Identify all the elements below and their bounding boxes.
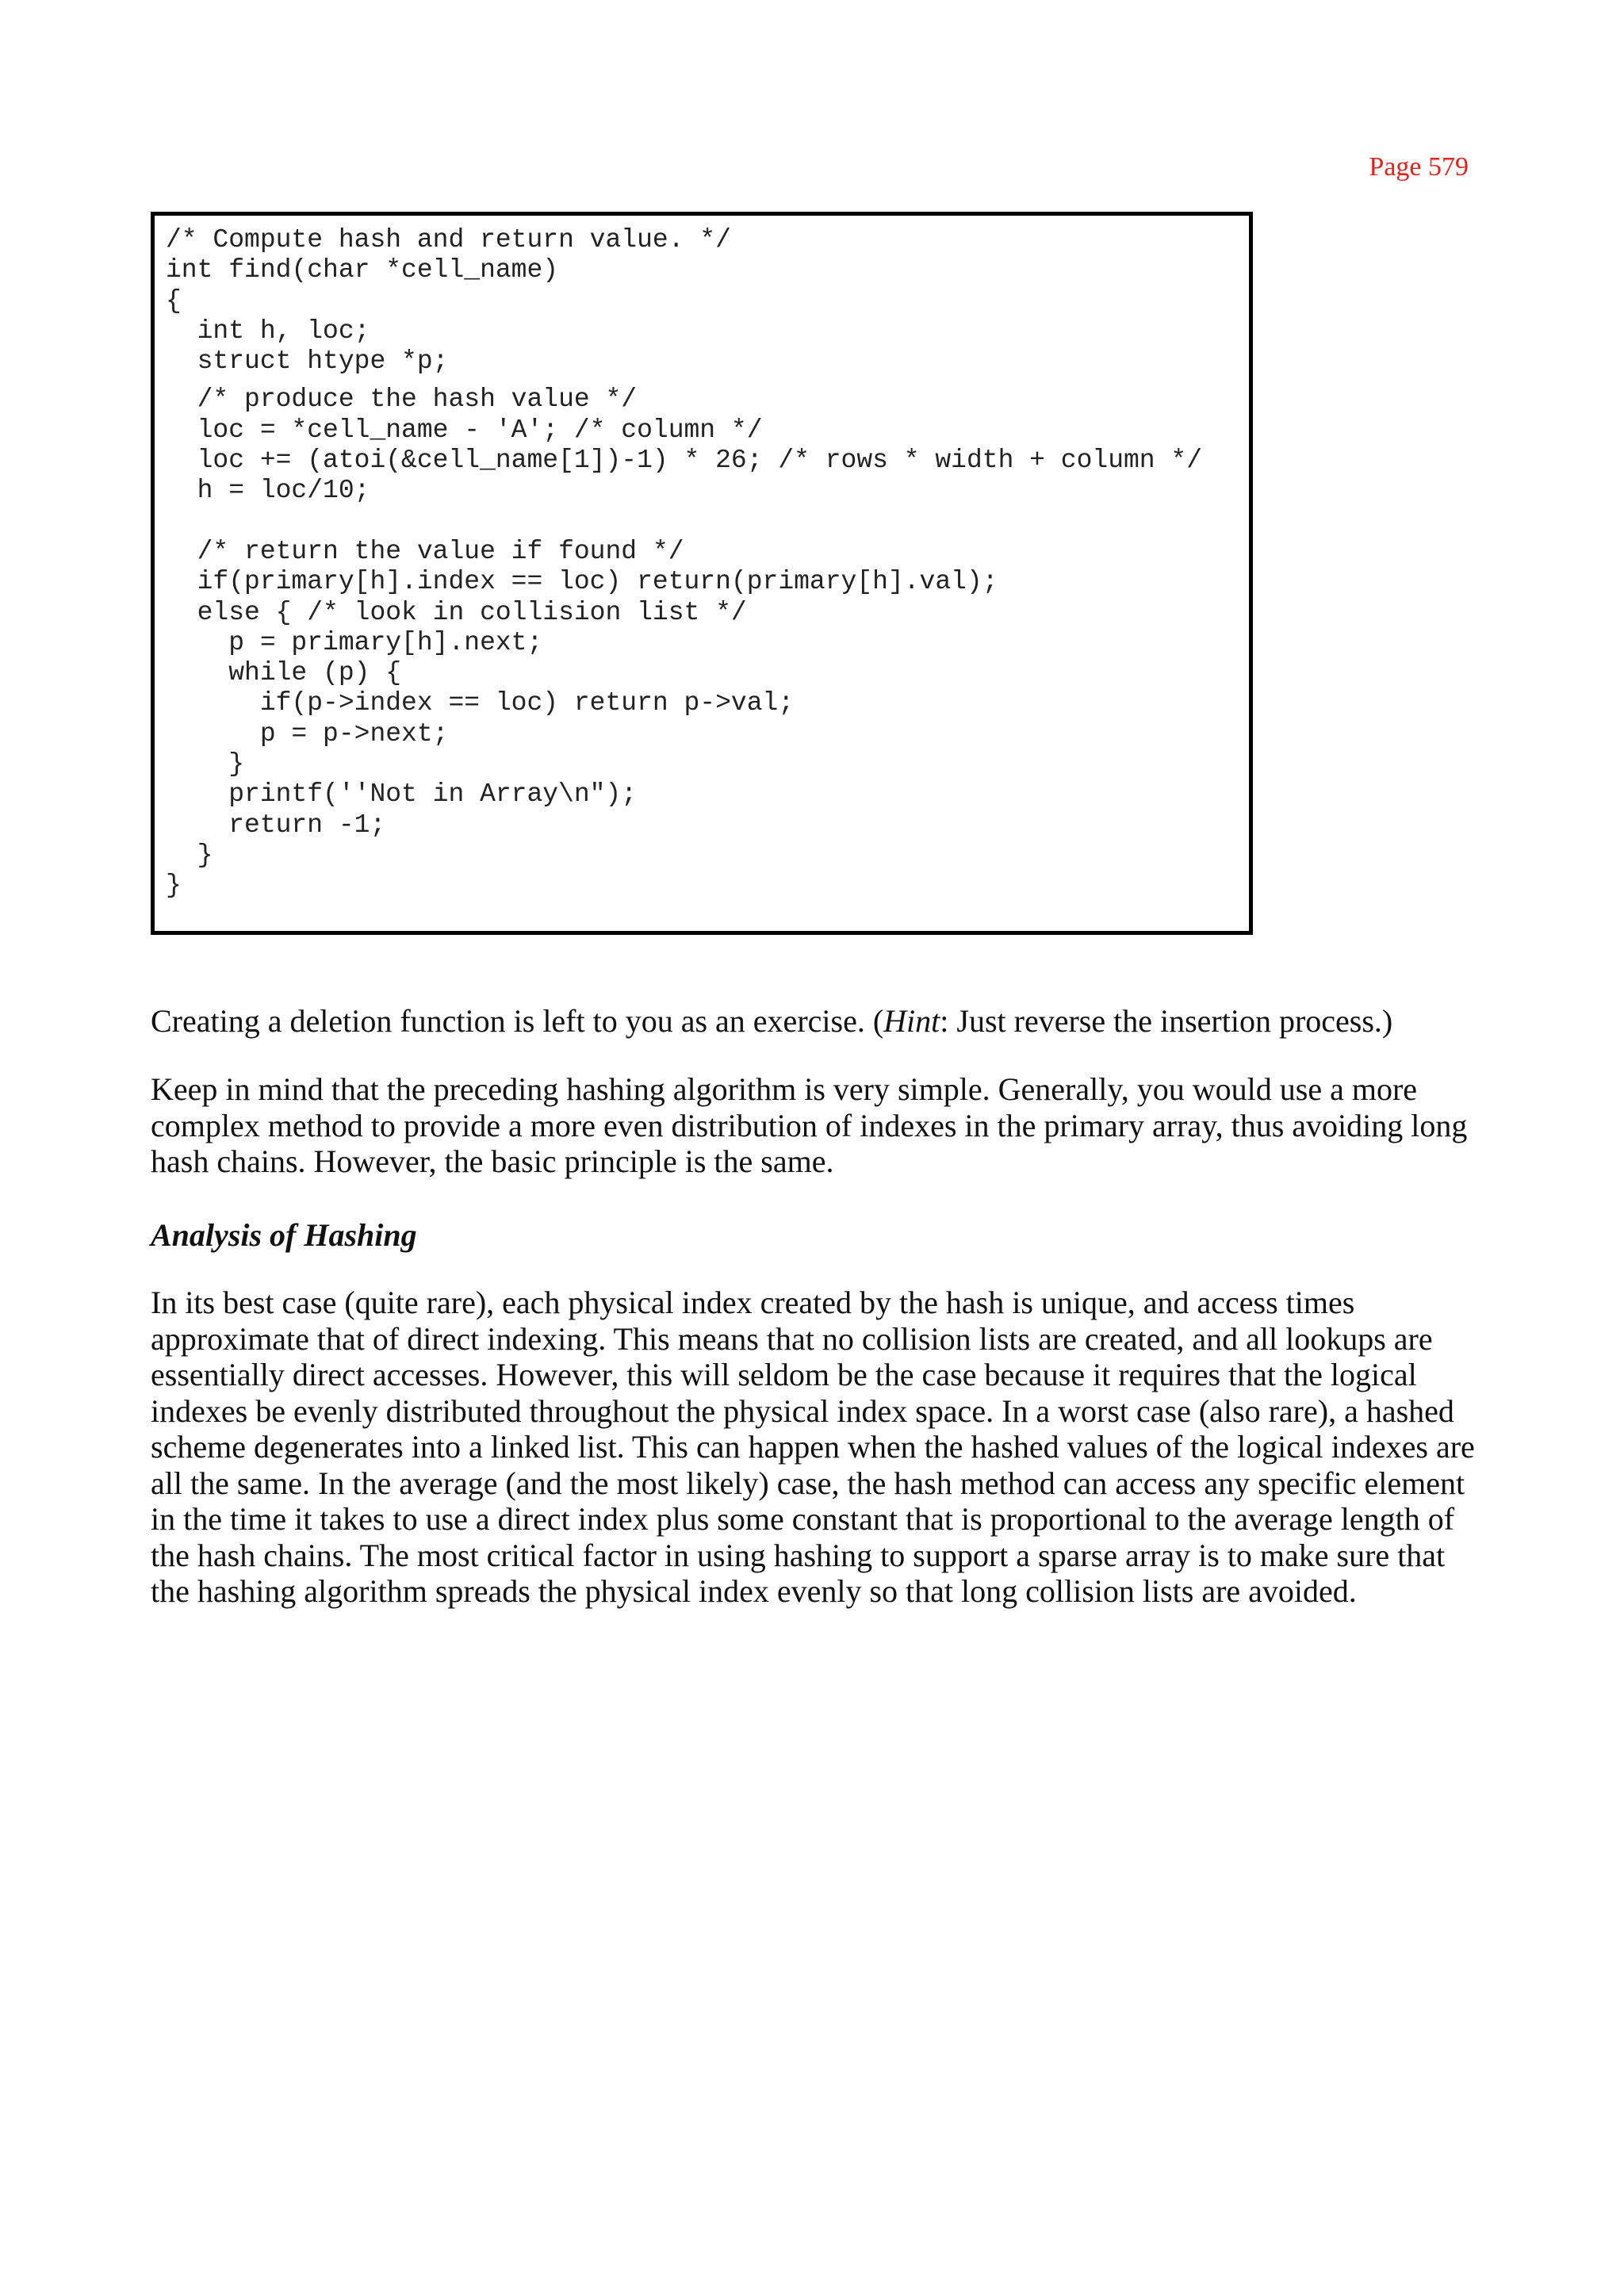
code-line: }: [166, 749, 245, 779]
code-line: /* produce the hash value */: [166, 385, 638, 415]
code-line: if(p->index == loc) return p->val;: [166, 688, 795, 718]
paragraph-text: : Just reverse the insertion process.): [940, 1003, 1393, 1039]
code-listing: [151, 212, 1253, 935]
code-line: p = p->next;: [166, 718, 449, 749]
code-blank-line: [166, 507, 1249, 537]
code-line: }: [166, 840, 213, 870]
code-line: struct htype *p;: [166, 347, 449, 377]
code-line: h = loc/10;: [166, 476, 370, 506]
code-line: /* Compute hash and return value. */: [166, 225, 731, 255]
code-line: int h, loc;: [166, 316, 370, 346]
section-heading: Analysis of Hashing: [151, 1217, 417, 1253]
paragraph-analysis: In its best case (quite rare), each physical index created by the hash is unique, and access times approximate that of direct indexing. This means that no collision lists are created, and all lookups are essentially direct accesses. However, this will seldom be the case because it requires that the logical indexes be evenly distributed throughout the physical index space. In a worst case (also rare), a hashed scheme degenerates into a linked list. This can happen when the hashed values of the logical indexes are all the same. In the average (and the most likely) case, the hash method can access any specific element in the time it takes to use a direct index plus some constant that is proportional to the average length of the hash chains. The most critical factor in using hashing to support a sparse array is to make sure that the hashing algorithm spreads the physical index evenly so that long collision lists are avoided.: [151, 1285, 1475, 1609]
code-line: else { /* look in collision list */: [166, 597, 747, 627]
page-number: Page 579: [1369, 152, 1469, 182]
code-line: if(primary[h].index == loc) return(primary[h].val);: [166, 567, 998, 597]
code-line: {: [166, 285, 182, 316]
hint-label: Hint: [883, 1003, 940, 1039]
paragraph-deletion-exercise: [151, 1003, 1475, 1040]
paragraph-keep-in-mind: Keep in mind that the preceding hashing algorithm is very simple. Generally, you would use a more complex method to provide a more even distribution of indexes in the primary array, thus avoiding long hash chains. However, the basic principle is the same.: [151, 1071, 1468, 1179]
code-line: int find(char *cell_name): [166, 255, 559, 285]
code-line: loc = *cell_name - 'A'; /* column */: [166, 415, 763, 445]
code-line: }: [166, 871, 182, 901]
code-line: while (p) {: [166, 658, 402, 688]
code-line: printf(''Not in Array\n");: [166, 779, 638, 810]
paragraph-text: Creating a deletion function is left to you as an exercise. (: [151, 1003, 884, 1039]
code-line: loc += (atoi(&cell_name[1])-1) * 26; /* rows * width + column */: [166, 446, 1203, 476]
code-line: /* return the value if found */: [166, 536, 684, 566]
code-line: return -1;: [166, 810, 386, 840]
code-line: p = primary[h].next;: [166, 627, 543, 657]
